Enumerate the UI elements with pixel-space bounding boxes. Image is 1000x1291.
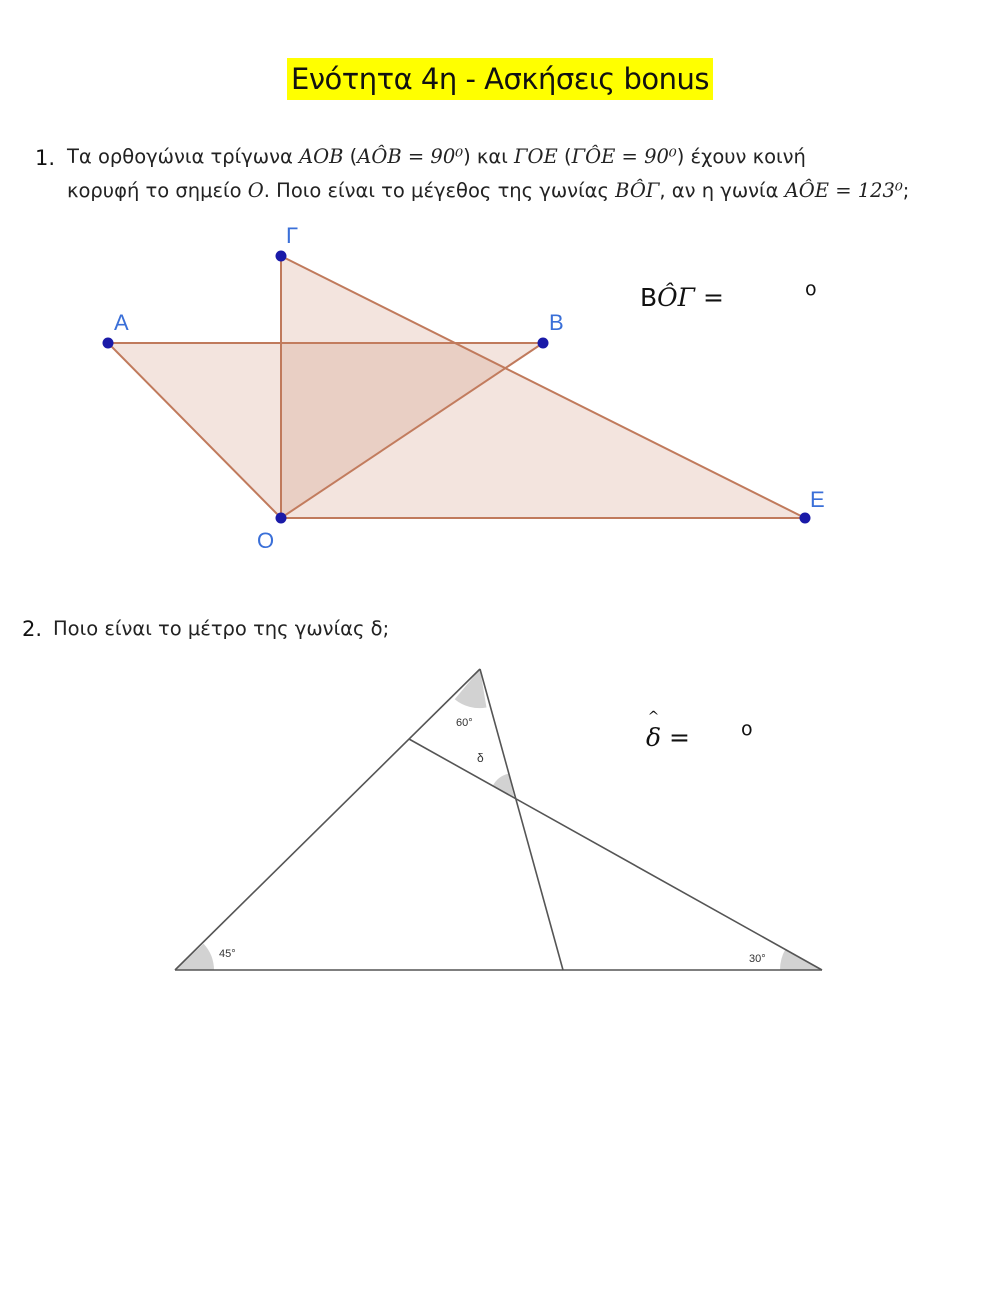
q1-text: ) έχουν κοινή (676, 145, 806, 168)
point-b (538, 338, 549, 349)
q2-answer-symbol: ^ δ (646, 723, 661, 752)
point-o (276, 513, 287, 524)
q1-text: Τα ορθογώνια τρίγωνα (67, 145, 300, 168)
angle-45-marker (175, 944, 214, 970)
cross-line (409, 739, 822, 970)
q2-answer-unit: ο (741, 718, 753, 740)
label-o: O (257, 528, 275, 553)
q2-text: Ποιο είναι το μέτρο της γωνίας δ; (53, 617, 390, 640)
q2-answer-eq: = (661, 723, 690, 752)
q2-figure (175, 669, 822, 970)
point-e (800, 513, 811, 524)
q1-answer (640, 283, 724, 312)
q1-text: ( (557, 145, 572, 168)
label-a: A (114, 310, 129, 335)
left-side (175, 669, 480, 970)
point-a (103, 338, 114, 349)
q1-math: AOB (299, 145, 344, 168)
q1-text: κορυφή το σημείο (67, 179, 248, 202)
q1-math: O (247, 179, 264, 202)
triangle-goe (281, 256, 805, 518)
q1-text: ) και (463, 145, 515, 168)
label-30: 30° (749, 953, 766, 965)
label-delta: δ (477, 751, 484, 765)
label-e: E (810, 487, 825, 512)
q1-answer-eq: = (695, 283, 724, 312)
label-45: 45° (219, 948, 236, 960)
label-60: 60° (456, 717, 473, 729)
label-b: B (549, 310, 564, 335)
q1-answer-unit: ο (805, 278, 817, 300)
q1-text: ; (902, 179, 910, 202)
q1-text: , αν η γωνία (659, 179, 785, 202)
label-g: Γ (286, 223, 299, 248)
q1-math: AÔB = 90⁰ (357, 145, 464, 168)
q2-number: 2. (22, 617, 43, 641)
q1-math: ΓÔE = 90⁰ (571, 145, 677, 168)
q2-answer (646, 723, 690, 752)
q1-answer-angle: ÔΓ (657, 283, 695, 312)
q1-math: BÔΓ (615, 179, 660, 202)
q1-text: . Ποιο είναι το μέγεθος της γωνίας (263, 179, 616, 202)
q1-math: AÔE = 123⁰ (784, 179, 903, 202)
page-title: Ενότητα 4η - Ασκήσεις bonus (287, 58, 713, 100)
point-g (276, 251, 287, 262)
cevian-line (480, 669, 563, 970)
angle-delta-marker (493, 774, 514, 797)
q1-number: 1. (35, 146, 56, 170)
q1-math: ΓOE (514, 145, 558, 168)
q1-text: ( (343, 145, 358, 168)
q1-answer-prefix: B (640, 283, 658, 312)
